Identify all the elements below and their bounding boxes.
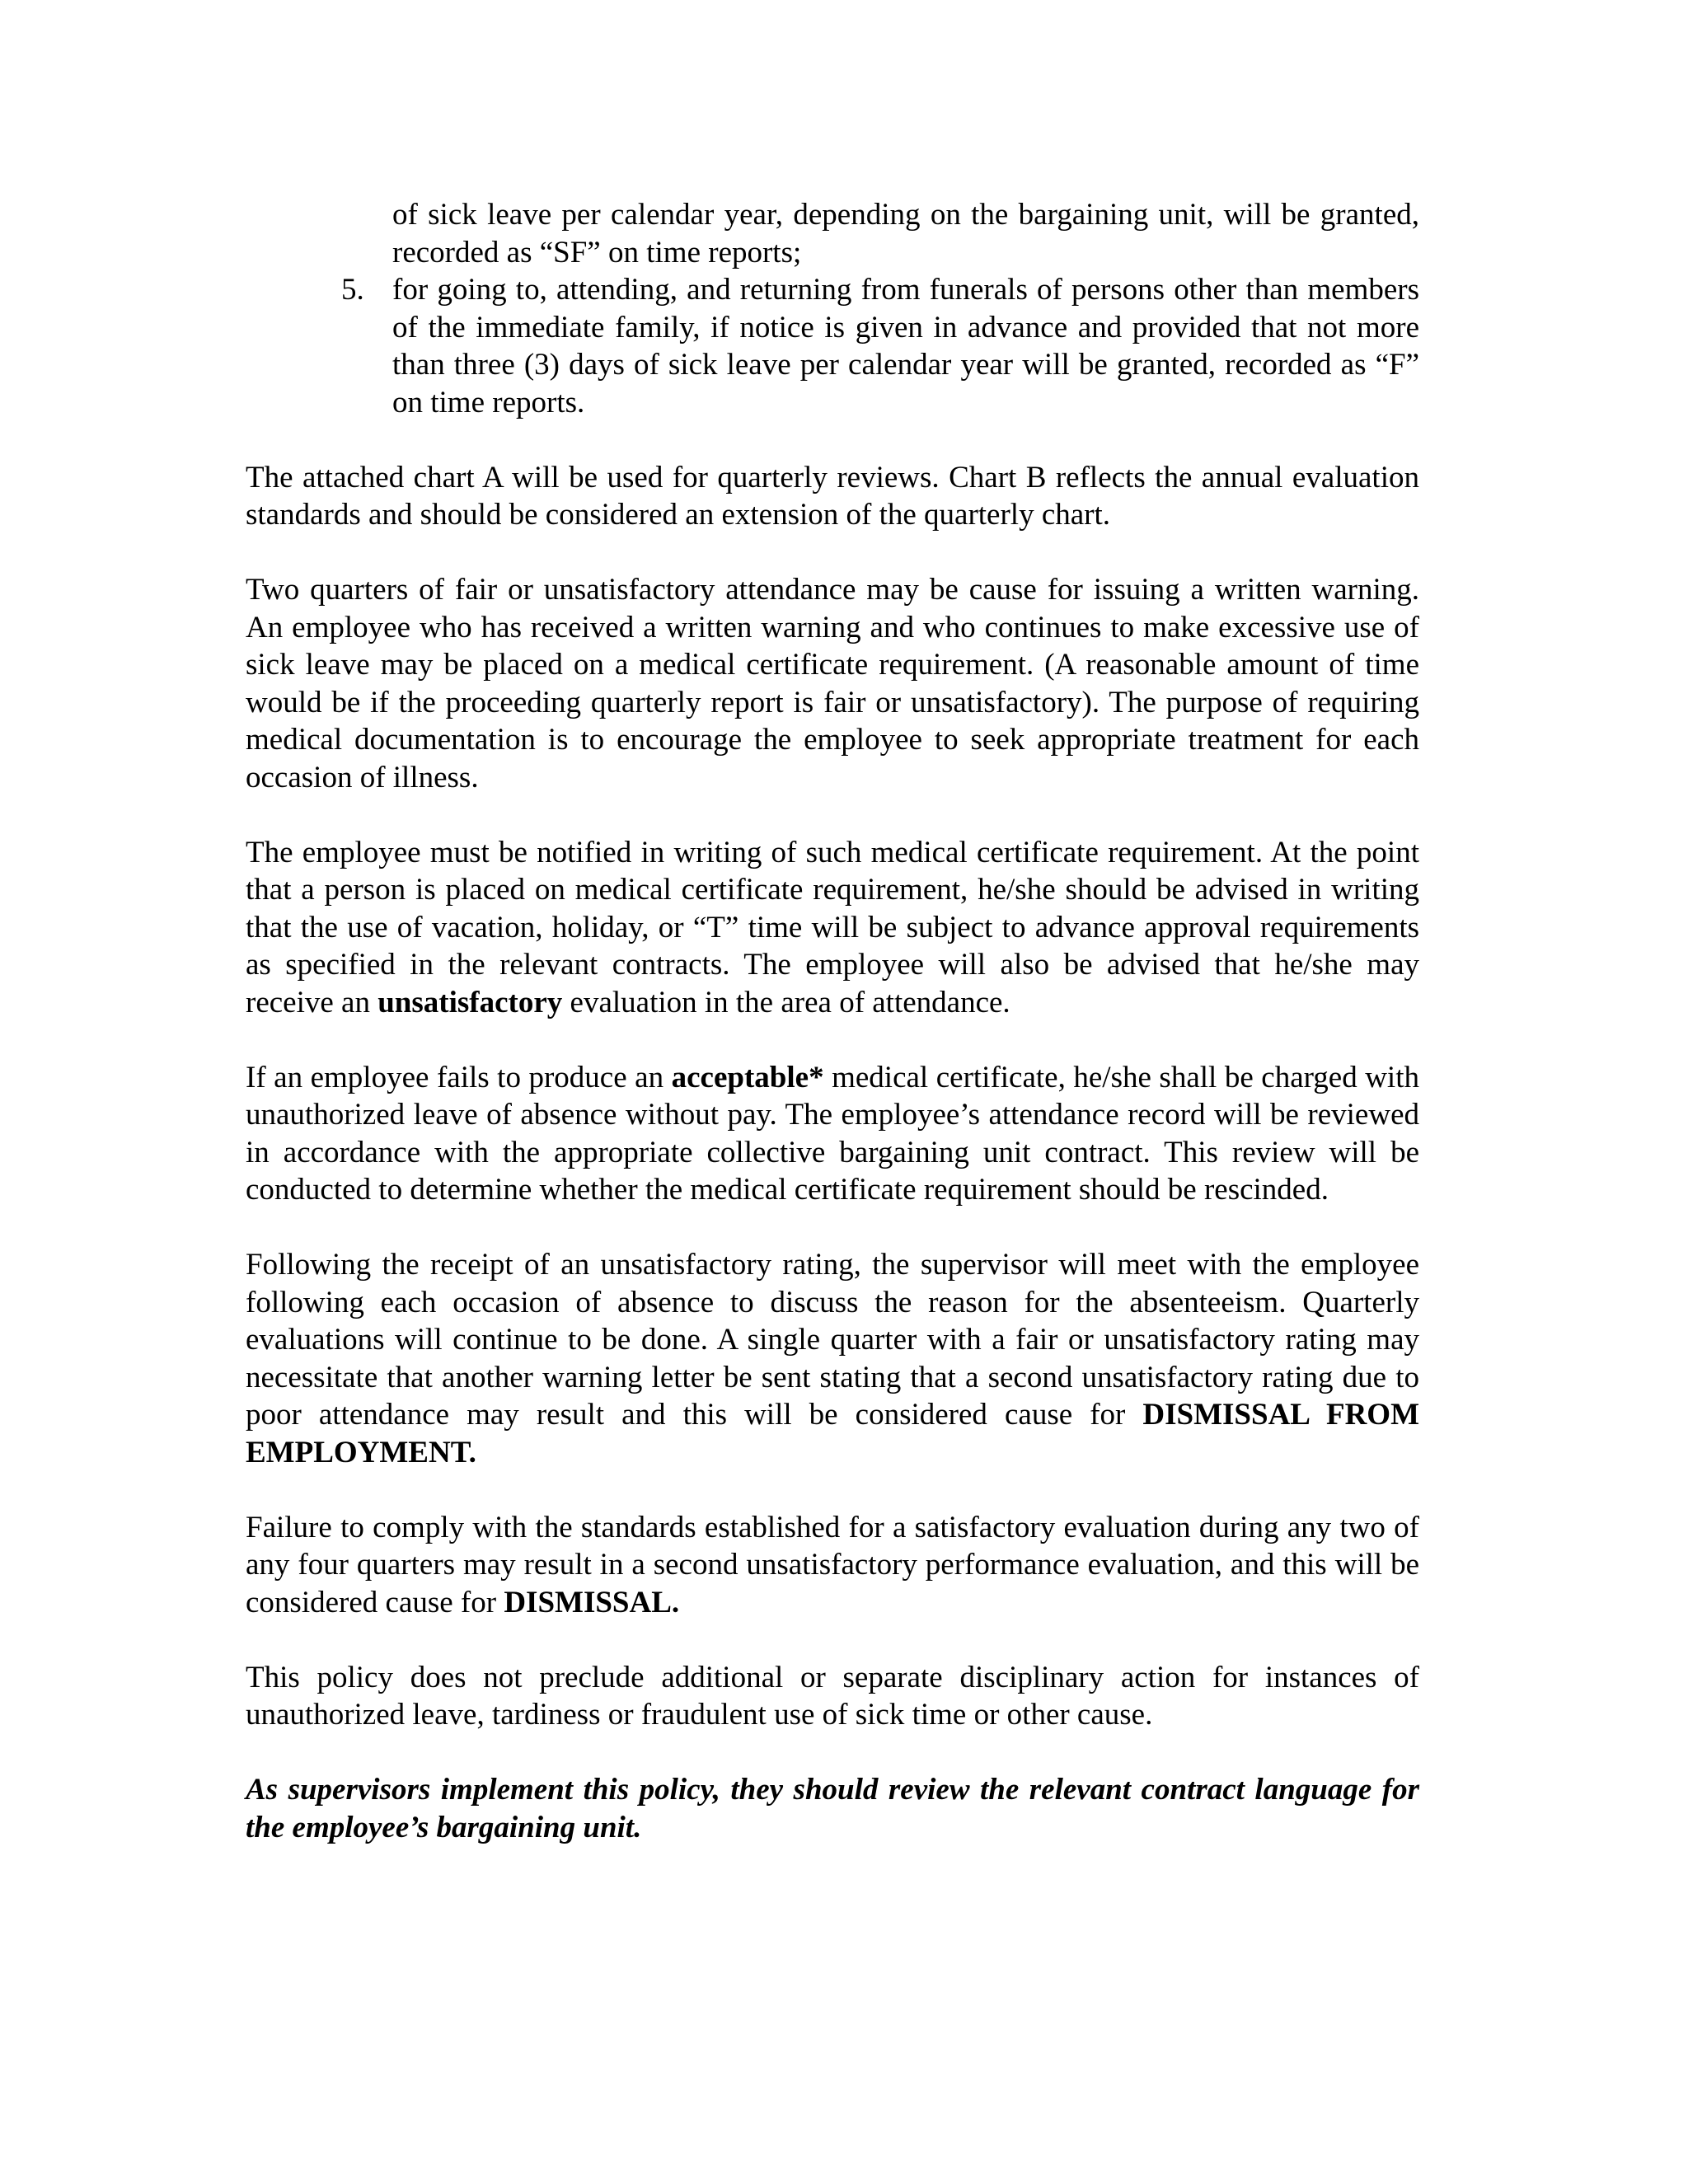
emphasis-dismissal-from-employment: DISMISSAL FROM EMPLOYMENT. — [246, 1398, 1419, 1469]
paragraph-acceptable-certificate — [246, 1059, 1419, 1209]
list-item-continued — [246, 196, 1419, 271]
paragraph-policy-disclaimer: This policy does not preclude additional or separate disciplinary action for instances of unauthorized leave, tardiness or fraudulent use of sick time or other cause. — [246, 1660, 1419, 1732]
list-item-text: of sick leave per calendar year, depending on the bargaining unit, will be granted, recorded as “SF” on time reports; — [392, 198, 1419, 269]
text-segment: Following the receipt of an unsatisfactory rating, the supervisor will meet with the employee following each occasion of absence to discuss the reason for the absenteeism. Quarterly evaluations will continue to be done. A single quarter with a fair or unsatisfactory rating may necessitate that another warning letter be sent stating that a second unsatisfactory rating due to poor attendance may result and this will be considered cause for — [246, 1248, 1419, 1432]
text-segment: Failure to comply with the standards established for a satisfactory evaluation during any two of any four quarters may result in a second unsatisfactory performance evaluation, and this will be considered cause for — [246, 1510, 1419, 1619]
document-page — [246, 196, 1419, 1884]
paragraph-medical-certificate-notice — [246, 834, 1419, 1022]
text-segment: medical certificate, he/she shall be charged with unauthorized leave of absence without pay. The employee’s attendance record will be reviewed in accordance with the appropriate collective bargaining unit contract. This review will be conducted to determine whether the medical certificate requirement should be rescinded. — [246, 1060, 1419, 1207]
paragraph-unsatisfactory-rating — [246, 1246, 1419, 1471]
closing-note: As supervisors implement this policy, they should review the relevant contract language for the employee’s bargaining unit. — [246, 1773, 1419, 1844]
text-segment: evaluation in the area of attendance. — [562, 985, 1010, 1019]
list-item-5 — [246, 271, 1419, 421]
emphasis-dismissal: DISMISSAL. — [504, 1585, 680, 1619]
text-segment: The employee must be notified in writing of such medical certificate requirement. At the point that a person is placed on medical certificate requirement, he/she should be advised in writing that the use of vacation, holiday, or “T” time will be subject to advance approval requirements as specified in the relevant contracts. The employee will also be advised that he/she may receive an — [246, 835, 1419, 1019]
list-item-number: 5. — [341, 273, 364, 307]
paragraph-failure-to-comply — [246, 1509, 1419, 1622]
text-segment: If an employee fails to produce an — [246, 1060, 672, 1094]
emphasis-unsatisfactory: unsatisfactory — [377, 985, 563, 1019]
paragraph-chart-reviews: The attached chart A will be used for quarterly reviews. Chart B reflects the annual evaluation standards and should be considered an extension of the quarterly chart. — [246, 460, 1419, 532]
paragraph-written-warning: Two quarters of fair or unsatisfactory attendance may be cause for issuing a written warning. An employee who has received a written warning and who continues to make excessive use of sick leave may be placed on a medical certificate requirement. (A reasonable amount of time would be if the proceeding quarterly report is fair or unsatisfactory). The purpose of requiring medical documentation is to encourage the employee to seek appropriate treatment for each occasion of illness. — [246, 573, 1419, 794]
emphasis-acceptable: acceptable* — [671, 1060, 824, 1094]
list-item-text: for going to, attending, and returning from funerals of persons other than members of the immediate family, if notice is given in advance and provided that not more than three (3) days of sick leave per calendar year will be granted, recorded as “F” on time reports. — [392, 273, 1419, 419]
sick-leave-list — [246, 196, 1419, 421]
